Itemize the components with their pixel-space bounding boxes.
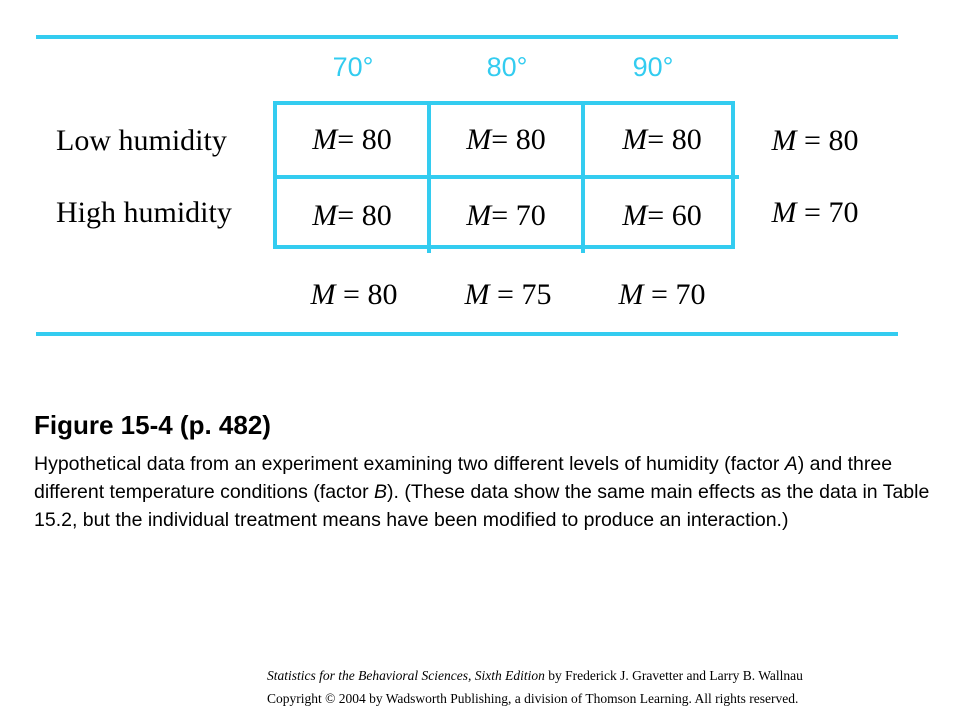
temperature-header-70: 70° bbox=[332, 52, 374, 82]
bottom-divider bbox=[36, 332, 898, 336]
top-divider bbox=[36, 35, 898, 39]
row-label-low-humidity: Low humidity bbox=[56, 124, 227, 157]
caption-text-2: ) and three different temperature conditions (factor bbox=[34, 453, 893, 503]
temperature-header-80: 80° bbox=[486, 52, 528, 82]
cell-low-70: M = 80 bbox=[277, 105, 431, 179]
book-title: Statistics for the Behavioral Sciences, Sixth Edition bbox=[267, 668, 545, 683]
cell-high-80: M = 70 bbox=[431, 179, 585, 253]
caption-text-1: Hypothetical data from an experiment examining two different levels of humidity (factor bbox=[34, 453, 785, 475]
row-mean-low-humidity: M = 80 bbox=[771, 124, 859, 157]
column-mean-90: M = 70 bbox=[618, 278, 706, 311]
caption-text-3: ). (These data show the same main effects as the data in Table 15.2, but the individual treatment means have been modified to produce an interaction.) bbox=[34, 481, 930, 531]
row-label-high-humidity: High humidity bbox=[56, 196, 232, 229]
cell-low-90: M = 80 bbox=[585, 105, 739, 179]
book-credit bbox=[267, 668, 937, 684]
caption-factor-a: A bbox=[784, 453, 798, 475]
cell-high-70: M = 80 bbox=[277, 179, 431, 253]
column-mean-70: M = 80 bbox=[310, 278, 398, 311]
row-mean-high-humidity: M = 70 bbox=[771, 196, 859, 229]
temperature-header-90: 90° bbox=[632, 52, 674, 82]
cell-high-90: M = 60 bbox=[622, 199, 702, 232]
caption-factor-b: B bbox=[373, 481, 387, 503]
column-mean-80: M = 75 bbox=[464, 278, 552, 311]
figure-caption bbox=[34, 450, 939, 534]
cell-low-80: M = 80 bbox=[431, 105, 585, 179]
copyright-notice: Copyright © 2004 by Wadsworth Publishing, a division of Thomson Learning. All rights reserved. bbox=[267, 691, 799, 706]
book-authors: by Frederick J. Gravetter and Larry B. Wallnau bbox=[544, 668, 803, 683]
means-grid bbox=[273, 101, 735, 249]
figure-title: Figure 15-4 (p. 482) bbox=[34, 410, 271, 440]
